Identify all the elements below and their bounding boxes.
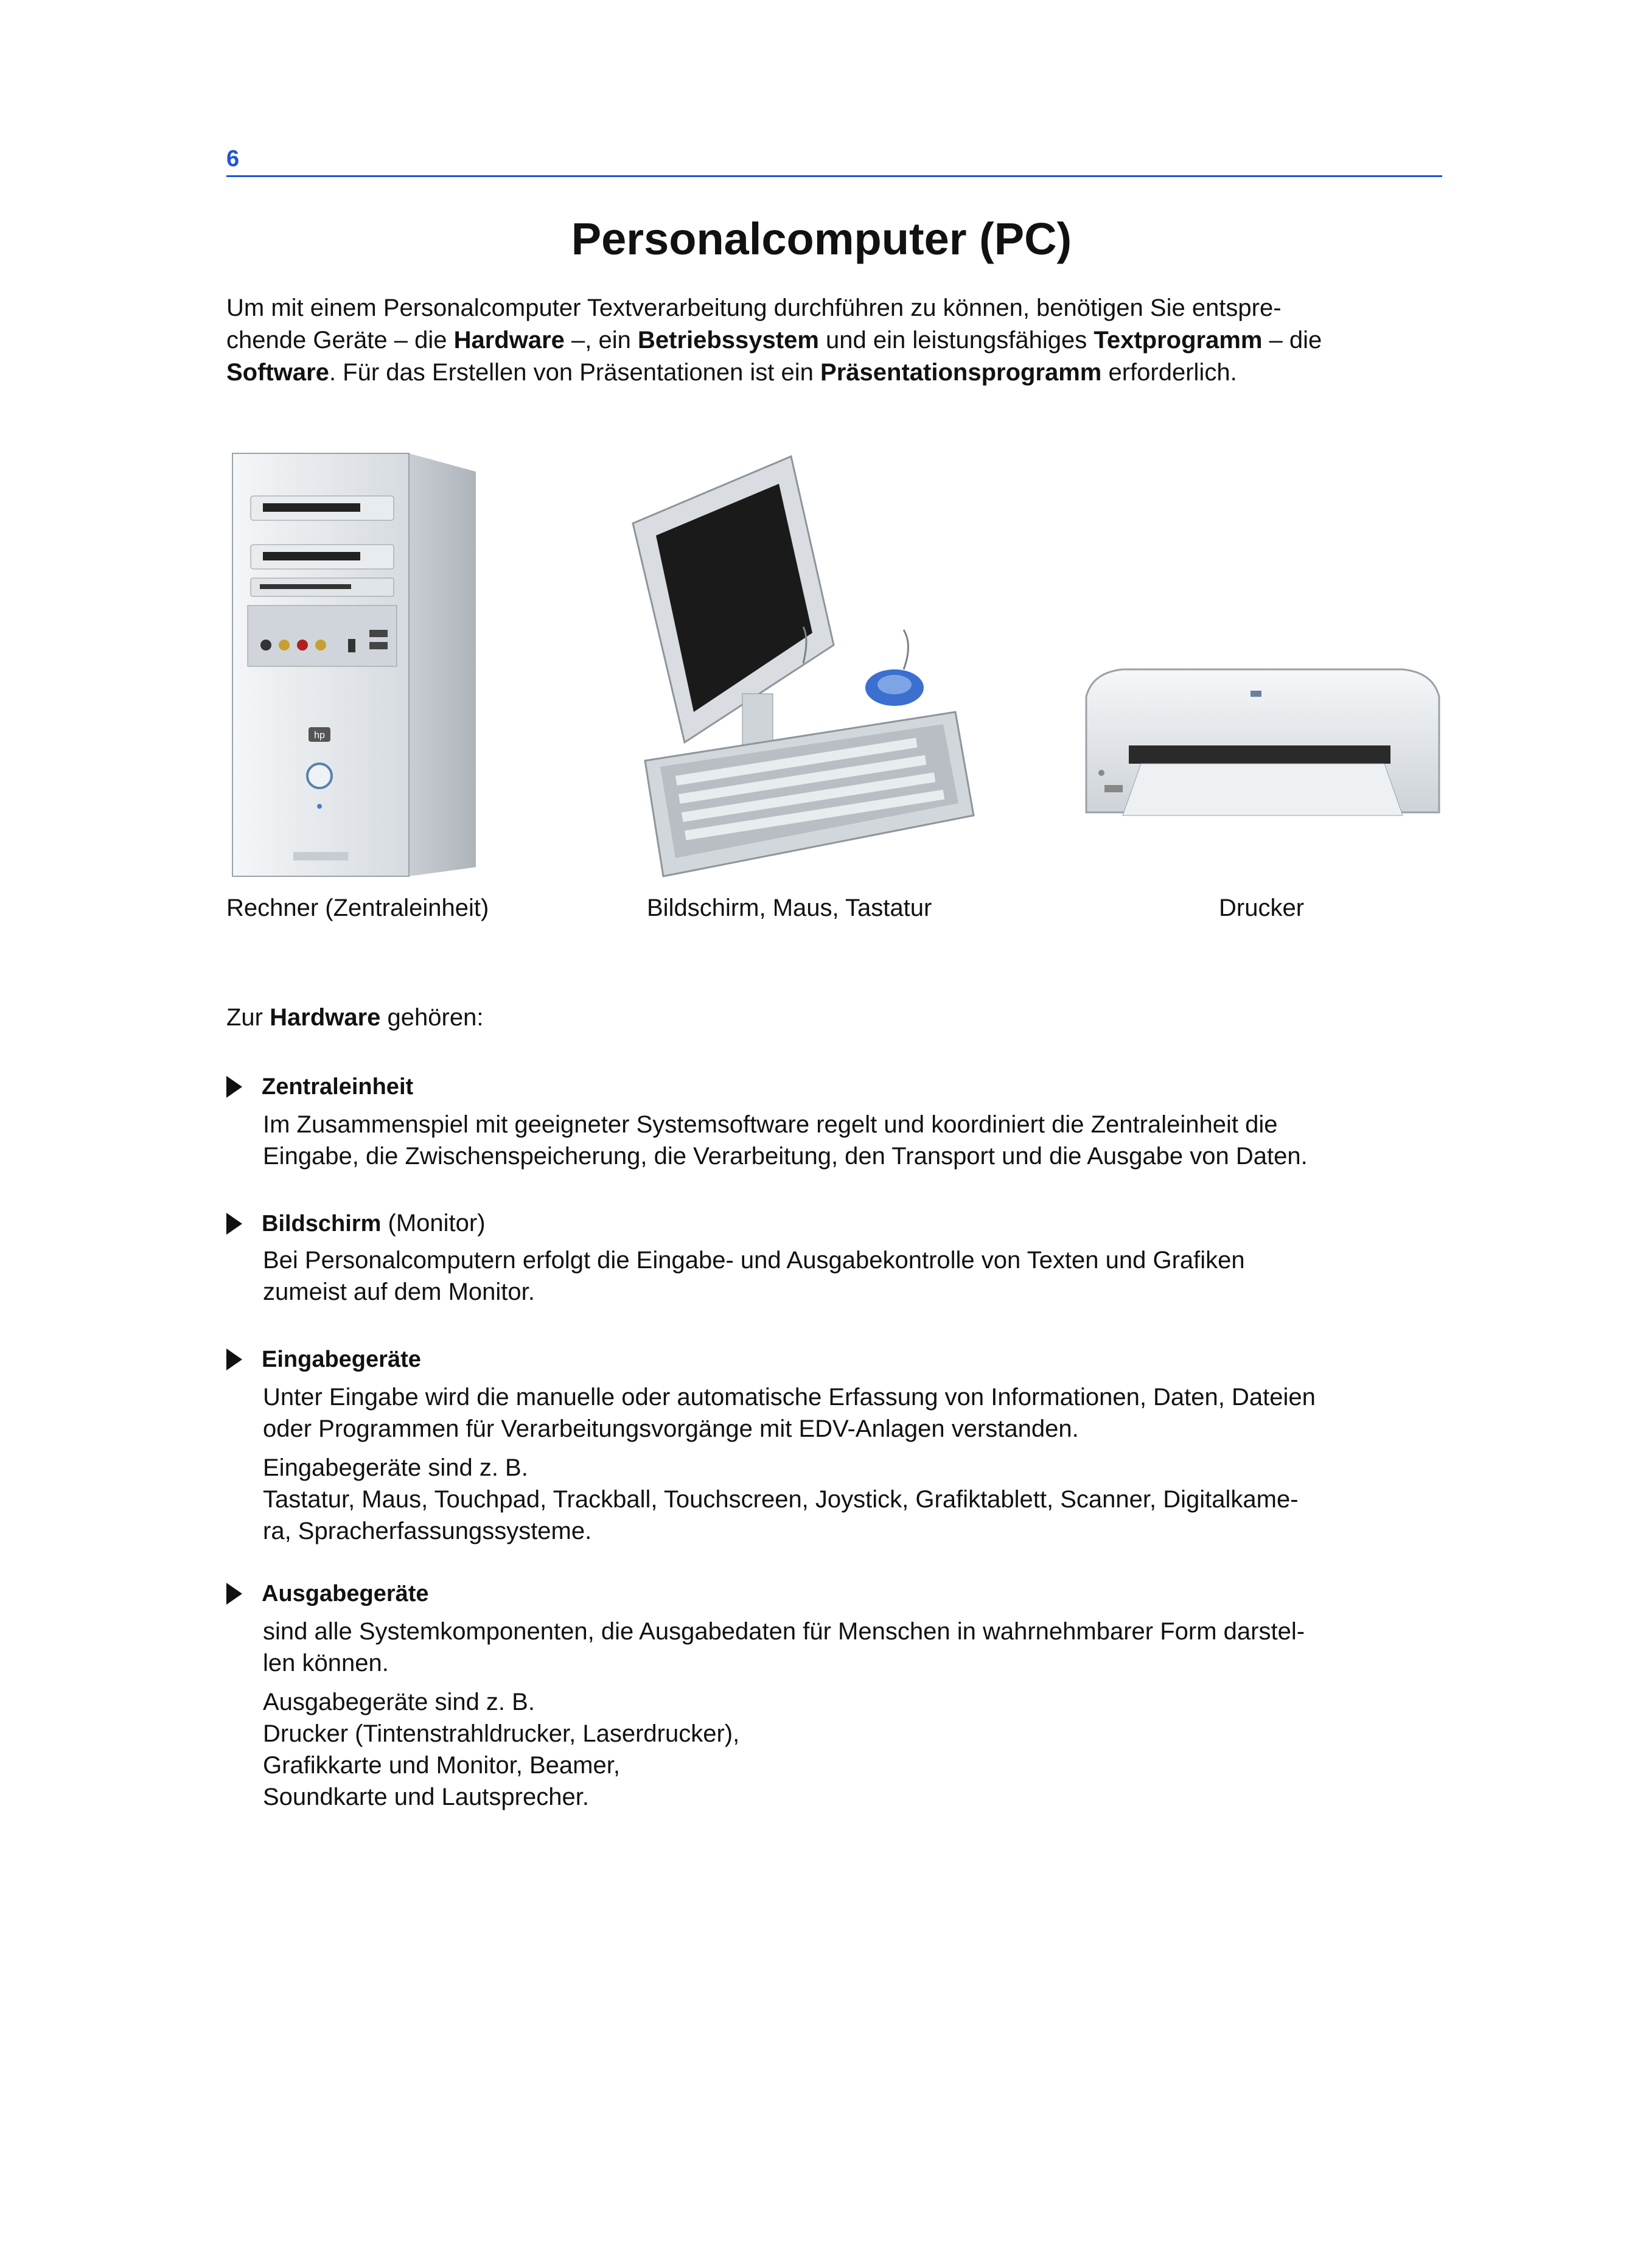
monitor-keyboard-mouse-image — [627, 444, 980, 882]
item-body-zentraleinheit: Im Zusammenspiel mit geeigneter Systemsoftware regelt und koordiniert die Zentraleinheit die Eingabe, die Zwischenspeicherung, die Verarbeitung, den Transport und die Ausgabe von Daten. — [263, 1111, 1308, 1170]
pc-tower-image — [226, 447, 500, 882]
bullet-triangle-icon — [226, 1583, 242, 1605]
page-number: 6 — [226, 146, 240, 172]
caption-monitor-keyboard-mouse: Bildschirm, Maus, Tastatur — [647, 895, 932, 921]
item-heading-eingabegeraete: Eingabegeräte — [226, 1347, 421, 1373]
item-body-eingabegeraete: Unter Eingabe wird die manuelle oder automatische Erfassung von Informationen, Daten, Dateien oder Programmen für Verarbeitungsvorgänge mit EDV-Anlagen verstanden. Eingabegeräte sind z. B. Tastatur, Maus, Touchpad, Trackball, Touchscreen, Joystick, Grafiktablett, Scanner, Digitalkame- ra, Spracherfassungssysteme. — [263, 1384, 1316, 1544]
caption-pc-tower: Rechner (Zentraleinheit) — [226, 895, 489, 921]
intro-line-3: Software. Für das Erstellen von Präsentationen ist ein Präsentationsprogramm erforderlich. — [226, 359, 1237, 386]
intro-line-2: chende Geräte – die Hardware –, ein Betriebssystem und ein leistungsfähiges Textprogramm – die — [226, 327, 1322, 354]
item-heading-ausgabegeraete: Ausgabegeräte — [226, 1581, 429, 1607]
printer-image — [1074, 660, 1445, 843]
bullet-triangle-icon — [226, 1349, 242, 1370]
hardware-intro: Zur Hardware gehören: — [226, 1004, 484, 1031]
bullet-triangle-icon — [226, 1213, 242, 1235]
caption-printer: Drucker — [1219, 895, 1305, 921]
header-rule — [226, 175, 1442, 177]
hp-logo: hp — [314, 730, 325, 741]
item-body-bildschirm: Bei Personalcomputern erfolgt die Eingabe- und Ausgabekontrolle von Texten und Grafiken zumeist auf dem Monitor. — [263, 1247, 1245, 1305]
bullet-triangle-icon — [226, 1076, 242, 1098]
intro-line-1: Um mit einem Personalcomputer Textverarbeitung durchführen zu können, benötigen Sie entspre- — [226, 295, 1282, 321]
item-heading-zentraleinheit: Zentraleinheit — [226, 1074, 413, 1100]
item-body-ausgabegeraete: sind alle Systemkomponenten, die Ausgabedaten für Menschen in wahrnehmbarer Form darstel- len können. Ausgabegeräte sind z. B. Drucker (Tintenstrahldrucker, Laserdrucker), Grafikkarte und Monitor, Beamer, Soundkarte und Lautsprecher. — [263, 1618, 1305, 1810]
intro-paragraph — [226, 292, 1449, 389]
item-heading-bildschirm: Bildschirm (Monitor) — [226, 1210, 486, 1237]
page-title: Personalcomputer (PC) — [571, 214, 1072, 264]
